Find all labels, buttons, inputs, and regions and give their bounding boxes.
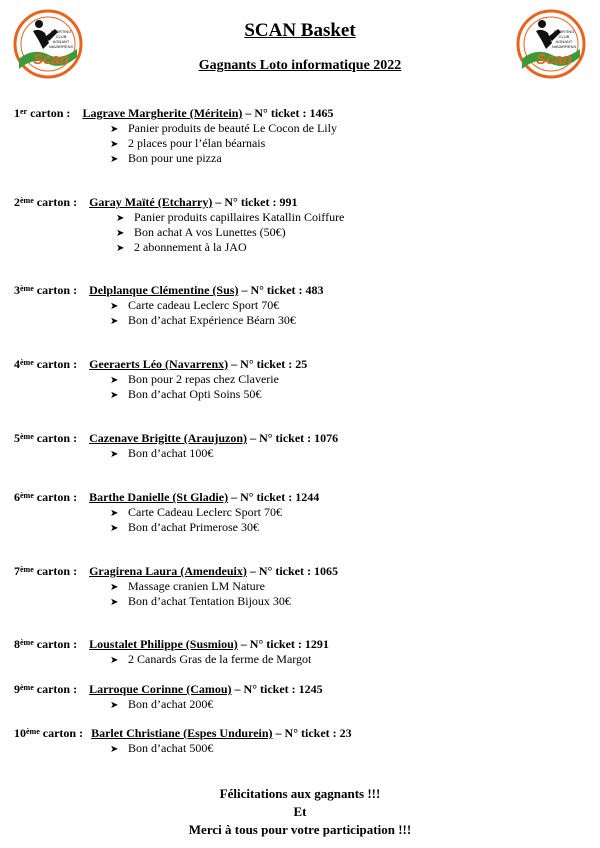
- prize-item: [14, 594, 594, 609]
- prize-text: Bon d’achat Opti Soins 50€: [128, 387, 262, 401]
- prize-item: [14, 505, 594, 520]
- arrow-bullet-icon: ➤: [110, 390, 119, 401]
- svg-text:CLUB: CLUB: [55, 34, 67, 39]
- prize-item: [14, 136, 594, 151]
- carton-label: carton :: [30, 106, 71, 120]
- prize-item: [14, 313, 594, 328]
- prize-list: [14, 579, 594, 609]
- winner-name: Garay Maïté (Etcharry): [89, 195, 213, 209]
- footer-thanks: Merci à tous pour votre participation !!!: [188, 822, 412, 837]
- winner-name: Gragirena Laura (Amendeuix): [89, 564, 247, 578]
- carton-suffix: er: [20, 107, 28, 116]
- carton-suffix: ème: [20, 491, 34, 500]
- prize-text: Bon pour une pizza: [128, 151, 222, 165]
- arrow-bullet-icon: ➤: [110, 154, 119, 165]
- entry-heading: [14, 682, 594, 697]
- prize-item: [14, 446, 594, 461]
- svg-text:SPORTING: SPORTING: [50, 29, 72, 34]
- arrow-bullet-icon: ➤: [110, 744, 119, 755]
- prize-text: Bon d’achat 500€: [128, 741, 214, 755]
- prize-item: [14, 652, 594, 667]
- carton-suffix: ème: [26, 727, 40, 736]
- carton-label: carton :: [36, 564, 78, 578]
- svg-text:Scan: Scan: [33, 51, 69, 68]
- winner-name: Barlet Christiane (Espes Undurein): [91, 726, 273, 740]
- entry-heading: [14, 637, 594, 652]
- carton-number: 1: [14, 106, 20, 120]
- arrow-bullet-icon: ➤: [110, 449, 119, 460]
- prize-list: [14, 121, 594, 166]
- prize-text: Bon d’achat Primerose 30€: [128, 520, 259, 534]
- carton-number: 7: [14, 564, 20, 578]
- winner-name: Barthe Danielle (St Gladie): [89, 490, 229, 504]
- winner-name: Delplanque Clémentine (Sus): [89, 283, 239, 297]
- ticket-number: – N° ticket : 1076: [250, 431, 339, 445]
- footer-congrats: Félicitations aux gagnants !!!: [219, 786, 381, 801]
- prize-text: 2 Canards Gras de la ferme de Margot: [128, 652, 312, 666]
- arrow-bullet-icon: ➤: [116, 243, 125, 254]
- entry-heading: [14, 490, 594, 505]
- winner-entry: [14, 637, 594, 667]
- arrow-bullet-icon: ➤: [116, 213, 125, 224]
- prize-text: Bon d’achat 200€: [128, 697, 214, 711]
- winner-name: Cazenave Brigitte (Araujuzon): [89, 431, 248, 445]
- carton-suffix: ème: [20, 565, 34, 574]
- carton-number: 10: [14, 726, 26, 740]
- carton-number: 8: [14, 637, 20, 651]
- ticket-number: – N° ticket : 1244: [231, 490, 320, 504]
- prize-item: [14, 372, 594, 387]
- svg-text:NAVARRENX: NAVARRENX: [551, 44, 577, 49]
- ticket-number: – N° ticket : 991: [215, 195, 298, 209]
- carton-suffix: ème: [20, 683, 34, 692]
- prize-item: [14, 151, 594, 166]
- carton-label: carton :: [42, 726, 84, 740]
- arrow-bullet-icon: ➤: [110, 508, 119, 519]
- prize-list: [14, 372, 594, 402]
- winner-name: Larroque Corinne (Camou): [89, 682, 232, 696]
- carton-label: carton :: [36, 431, 78, 445]
- carton-label: carton :: [36, 490, 78, 504]
- entry-heading: [14, 726, 594, 741]
- prize-list: [14, 298, 594, 328]
- ticket-number: – N° ticket : 483: [241, 283, 324, 297]
- entry-heading: [14, 564, 594, 579]
- footer-and: Et: [293, 804, 307, 819]
- prize-item: [14, 225, 594, 240]
- prize-text: Carte cadeau Leclerc Sport 70€: [128, 298, 280, 312]
- carton-number: 9: [14, 682, 20, 696]
- carton-number: 2: [14, 195, 20, 209]
- ticket-number: – N° ticket : 23: [275, 726, 352, 740]
- winner-entry: [14, 357, 594, 402]
- carton-suffix: ème: [20, 432, 34, 441]
- prize-text: Bon d’achat Tentation Bijoux 30€: [128, 594, 291, 608]
- svg-text:NAVARRENX: NAVARRENX: [48, 44, 74, 49]
- winner-entry: [14, 682, 594, 712]
- prize-item: [14, 298, 594, 313]
- carton-suffix: ème: [20, 358, 34, 367]
- prize-list: [14, 697, 594, 712]
- carton-number: 5: [14, 431, 20, 445]
- svg-text:CLUB: CLUB: [558, 34, 570, 39]
- prize-item: [14, 210, 594, 225]
- carton-suffix: ème: [20, 196, 34, 205]
- prize-text: Massage cranien LM Nature: [128, 579, 265, 593]
- prize-item: [14, 520, 594, 535]
- prize-text: Carte Cadeau Leclerc Sport 70€: [128, 505, 282, 519]
- winner-entry: [14, 195, 594, 255]
- winner-name: Lagrave Margherite (Méritein): [82, 106, 243, 120]
- prize-text: Bon achat A vos Lunettes (50€): [134, 225, 286, 239]
- carton-label: carton :: [36, 682, 78, 696]
- arrow-bullet-icon: ➤: [110, 124, 119, 135]
- carton-number: 6: [14, 490, 20, 504]
- prize-item: [14, 741, 594, 756]
- prize-item: [14, 387, 594, 402]
- arrow-bullet-icon: ➤: [110, 375, 119, 386]
- entry-heading: [14, 283, 594, 298]
- prize-text: Panier produits capillaires Katallin Coiffure: [134, 210, 345, 224]
- arrow-bullet-icon: ➤: [110, 597, 119, 608]
- arrow-bullet-icon: ➤: [110, 139, 119, 150]
- svg-text:SPORTING: SPORTING: [553, 29, 575, 34]
- page-title: SCAN Basket: [244, 20, 356, 41]
- carton-number: 4: [14, 357, 20, 371]
- prize-text: 2 places pour l’élan béarnais: [128, 136, 266, 150]
- winner-name: Loustalet Philippe (Susmiou): [89, 637, 238, 651]
- prize-list: [14, 652, 594, 667]
- arrow-bullet-icon: ➤: [110, 301, 119, 312]
- carton-number: 3: [14, 283, 20, 297]
- arrow-bullet-icon: ➤: [110, 523, 119, 534]
- winner-name: Geeraerts Léo (Navarrenx): [89, 357, 229, 371]
- arrow-bullet-icon: ➤: [110, 655, 119, 666]
- prize-item: [14, 697, 594, 712]
- carton-label: carton :: [36, 283, 78, 297]
- winner-entry: [14, 490, 594, 535]
- carton-label: carton :: [36, 195, 78, 209]
- carton-suffix: ème: [20, 638, 34, 647]
- ticket-number: – N° ticket : 25: [231, 357, 308, 371]
- winner-entry: [14, 106, 594, 166]
- carton-suffix: ème: [20, 284, 34, 293]
- entry-heading: [14, 195, 594, 210]
- arrow-bullet-icon: ➤: [110, 700, 119, 711]
- prize-text: Bon pour 2 repas chez Claverie: [128, 372, 279, 386]
- entry-heading: [14, 106, 594, 121]
- entry-heading: [14, 357, 594, 372]
- prize-text: Bon d’achat 100€: [128, 446, 214, 460]
- prize-item: [14, 121, 594, 136]
- prize-list: [14, 210, 594, 255]
- svg-text:AGNANT: AGNANT: [555, 39, 573, 44]
- prize-text: Panier produits de beauté Le Cocon de Lily: [128, 121, 337, 135]
- winner-entry: [14, 726, 594, 756]
- arrow-bullet-icon: ➤: [116, 228, 125, 239]
- entry-heading: [14, 431, 594, 446]
- winner-entry: [14, 283, 594, 328]
- winner-entry: [14, 564, 594, 609]
- winner-entry: [14, 431, 594, 461]
- arrow-bullet-icon: ➤: [110, 316, 119, 327]
- svg-text:AGNANT: AGNANT: [52, 39, 70, 44]
- ticket-number: – N° ticket : 1291: [240, 637, 329, 651]
- ticket-number: – N° ticket : 1245: [234, 682, 323, 696]
- prize-list: [14, 741, 594, 756]
- page-subtitle: Gagnants Loto informatique 2022: [198, 58, 402, 73]
- ticket-number: – N° ticket : 1465: [245, 106, 334, 120]
- prize-text: Bon d’achat Expérience Béarn 30€: [128, 313, 296, 327]
- svg-text:Scan: Scan: [536, 51, 572, 68]
- prize-item: [14, 240, 594, 255]
- prize-list: [14, 505, 594, 535]
- prize-list: [14, 446, 594, 461]
- carton-label: carton :: [36, 357, 78, 371]
- carton-label: carton :: [36, 637, 78, 651]
- prize-text: 2 abonnement à la JAO: [134, 240, 247, 254]
- prize-item: [14, 579, 594, 594]
- arrow-bullet-icon: ➤: [110, 582, 119, 593]
- ticket-number: – N° ticket : 1065: [249, 564, 338, 578]
